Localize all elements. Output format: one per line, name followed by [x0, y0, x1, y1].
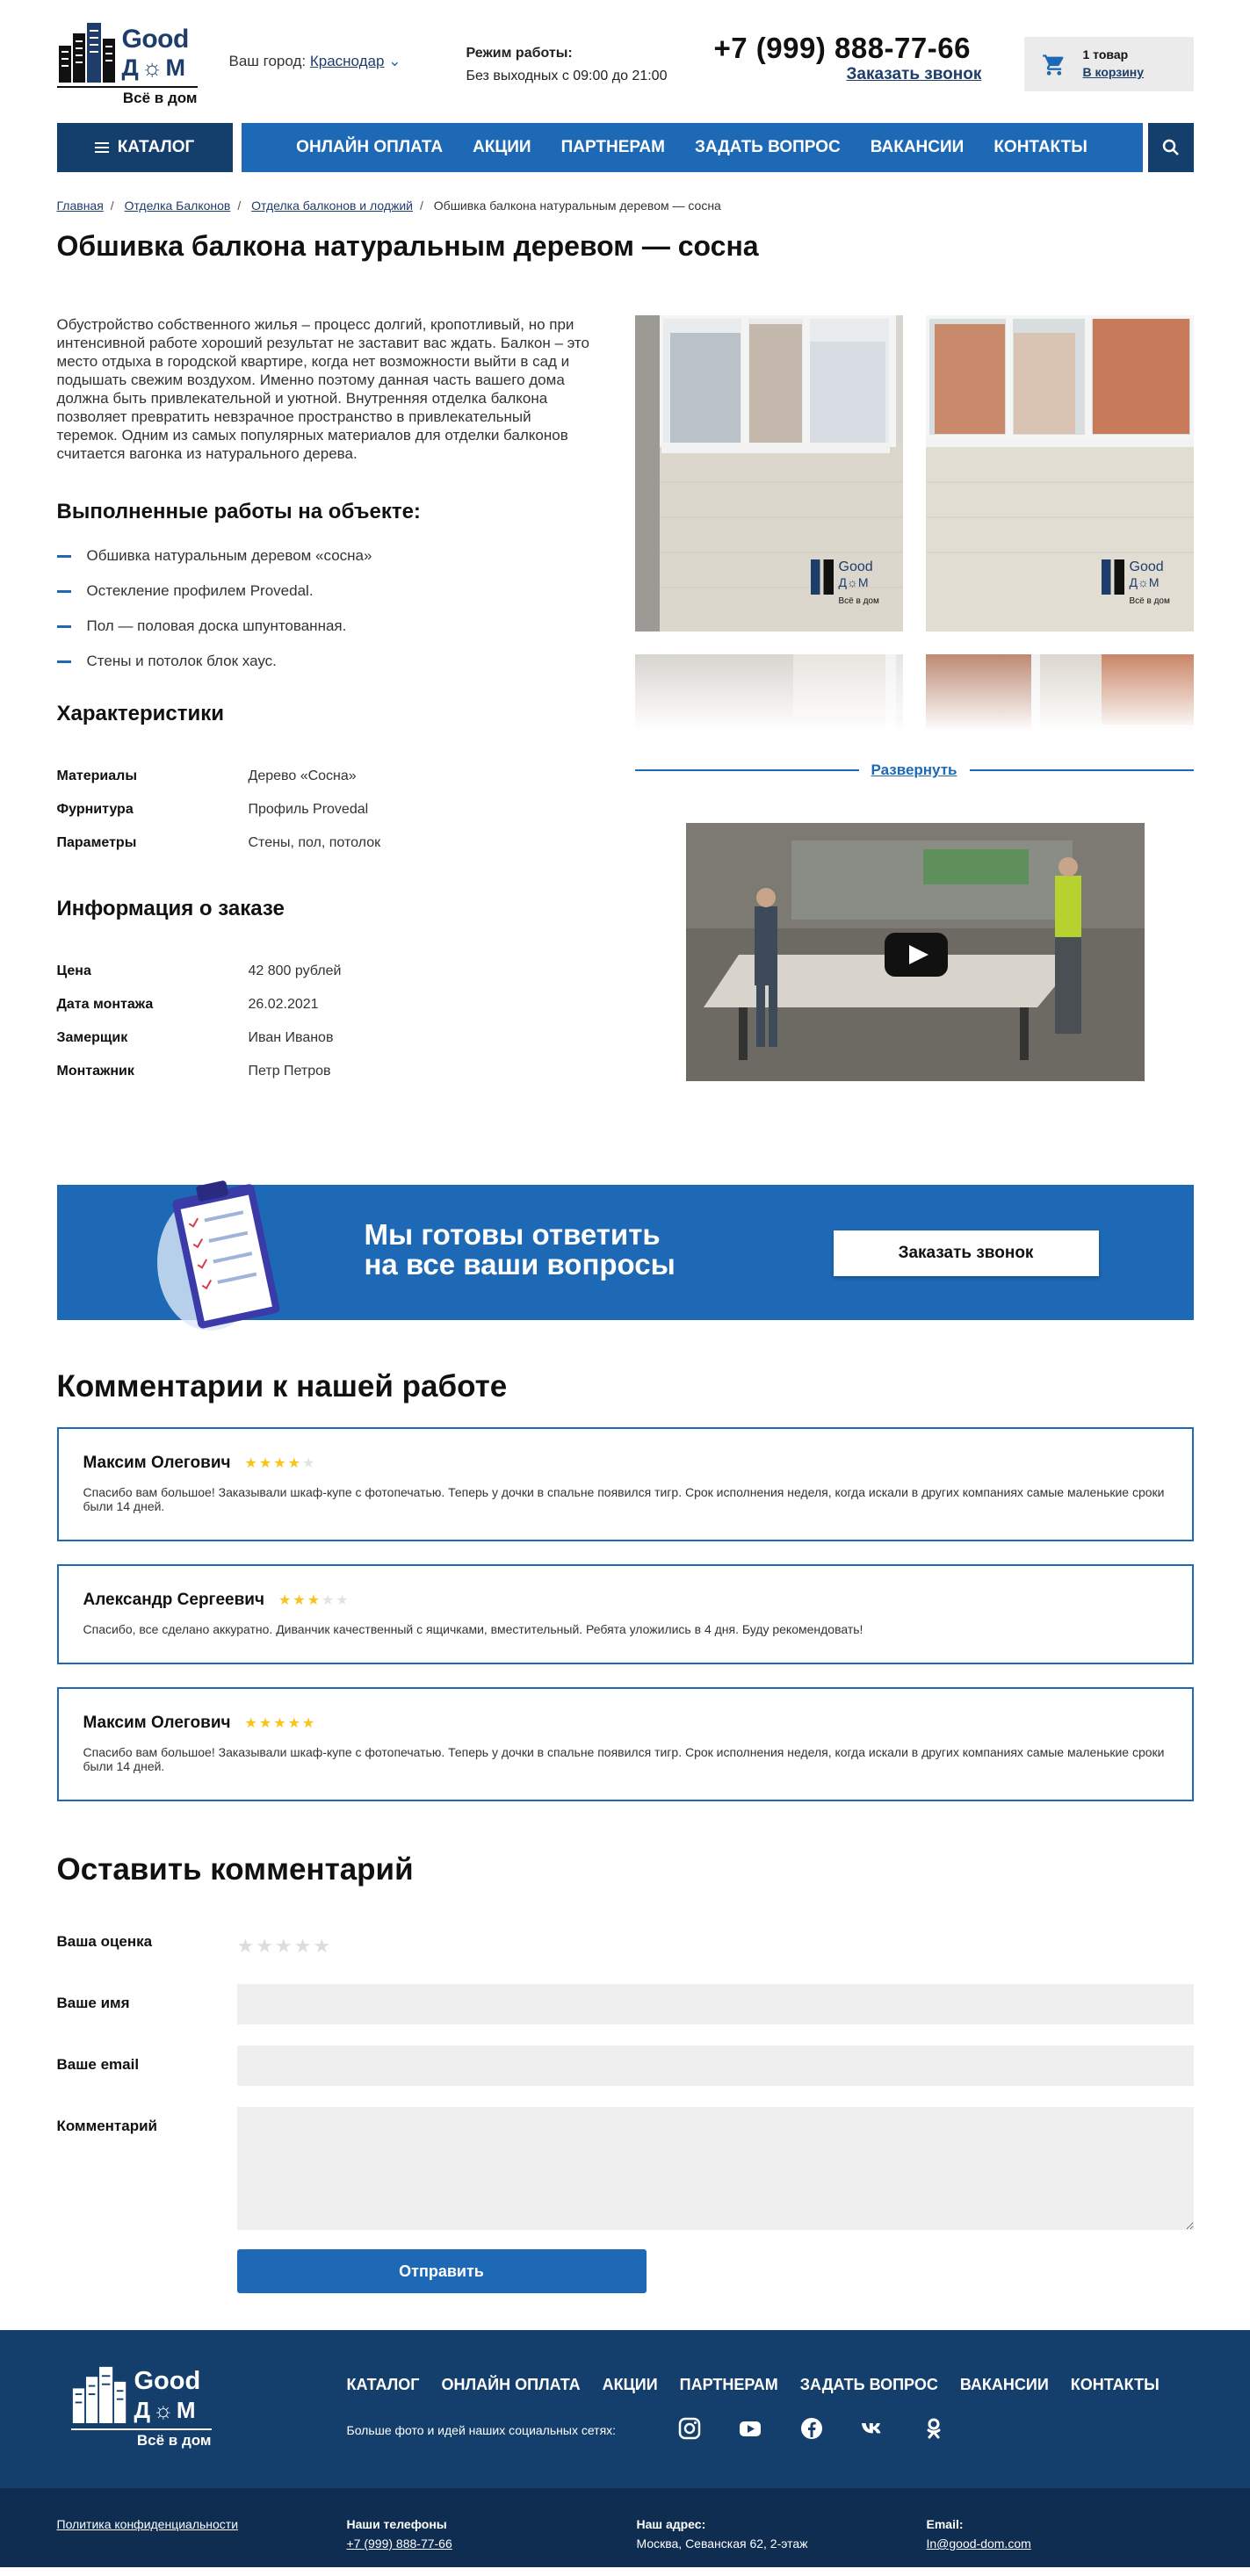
cart-icon [1042, 53, 1066, 77]
star-icon: ★ [258, 1716, 274, 1731]
banner-heading [365, 1220, 676, 1280]
breadcrumb: Главная / Отделка Балконов / Отделка балконов и лоджий / Обшивка балкона натуральным деревом — сосна [56, 198, 721, 213]
email-link[interactable]: In@good-dom.com [926, 2536, 1031, 2551]
order-info-section [57, 897, 593, 1088]
footer-nav-promotions[interactable]: АКЦИИ [602, 2376, 658, 2393]
name-label: Ваше имя [56, 1995, 130, 2011]
name-row [57, 1984, 1194, 2024]
works-item: Пол — половая доска шпунтованная. [57, 617, 593, 653]
watermark-tagline: Всё в дом [1129, 596, 1170, 606]
row-key: Монтажник [56, 1064, 134, 1079]
works-item: Остекление профилем Provedal. [57, 582, 593, 617]
callback-link[interactable]: Заказать звонок [846, 65, 982, 83]
star-icon[interactable]: ★ [313, 1935, 333, 1957]
table-row [57, 793, 381, 826]
email-field[interactable] [237, 2046, 1194, 2086]
table-row [57, 760, 381, 793]
buildings-icon [57, 21, 119, 83]
search-icon [1162, 139, 1180, 156]
working-hours [466, 42, 668, 88]
comment-card [57, 1427, 1194, 1541]
video-player[interactable] [686, 823, 1145, 1081]
city-link[interactable]: Краснодар [309, 53, 385, 69]
table-row [57, 988, 342, 1021]
breadcrumb-balcony-finishing[interactable]: Отделка Балконов [124, 198, 231, 213]
characteristics-section [57, 702, 593, 860]
nav-item-ask-question[interactable]: ЗАДАТЬ ВОПРОС [694, 138, 841, 156]
star-icon: ★ [322, 1593, 336, 1608]
comments-section [57, 1369, 1194, 1801]
order-info-title: Информация о заказе [56, 897, 285, 920]
chevron-down-icon: ⌄ [388, 53, 401, 69]
star-icon: ★ [336, 1593, 350, 1608]
footer-nav-contacts[interactable]: КОНТАКТЫ [1070, 2376, 1160, 2393]
banner-line-2: на все ваши вопросы [364, 1248, 676, 1281]
nav-item-promotions[interactable]: АКЦИИ [473, 138, 531, 156]
order-info-table [57, 955, 342, 1088]
watermark-dom: Д☼М [838, 575, 869, 589]
callback-banner [57, 1185, 1194, 1320]
star-icon[interactable]: ★ [293, 1935, 314, 1957]
header-phone[interactable]: +7 (999) 888-77-66 [713, 32, 971, 64]
cart-widget[interactable] [1024, 37, 1194, 91]
rating-label: Ваша оценка [56, 1933, 153, 1950]
main-navigation [57, 123, 1194, 172]
logo-good: Good [121, 25, 189, 54]
comment-text: Спасибо, все сделано аккуратно. Диванчик качественный с ящичками, вместительный. Ребята уложились в 4 дня. Буду рекомендовать! [83, 1622, 863, 1636]
row-key: Дата монтажа [56, 997, 154, 1012]
page-title: Обшивка балкона натуральным деревом — сосна [56, 230, 759, 262]
footer-nav-catalog[interactable]: КАТАЛОГ [346, 2376, 420, 2393]
social-text: Больше фото и идей наших социальных сетях: [346, 2423, 617, 2437]
breadcrumb-current: Обшивка балкона натуральным деревом — сосна [433, 198, 721, 213]
star-icon: ★ [244, 1456, 259, 1471]
comment-form [57, 1852, 1194, 2293]
row-key: Материалы [56, 768, 137, 783]
phones-title: Наши телефоны [346, 2517, 447, 2531]
characteristics-table [57, 760, 381, 860]
table-row [57, 1055, 342, 1088]
star-icon: ★ [278, 1593, 293, 1608]
footer-phones [347, 2515, 452, 2553]
comment-card [57, 1687, 1194, 1801]
star-icon: ★ [287, 1456, 302, 1471]
site-header [57, 0, 1194, 123]
comment-author: Александр Сергеевич [83, 1591, 264, 1609]
city-label: Ваш город: [228, 53, 307, 69]
menu-icon [95, 142, 109, 153]
row-key: Фурнитура [56, 802, 134, 817]
comment-text: Спасибо вам большое! Заказывали шкаф-купе с фотопечатью. Теперь у дочки в спальне появился тигр. Срок исполнения неделя, когда искали в других компаниях самые маленькие сроки были 14 дней. [83, 1485, 1165, 1513]
buildings-icon [71, 2365, 129, 2423]
star-icon: ★ [273, 1716, 288, 1731]
star-icon[interactable]: ★ [236, 1935, 257, 1957]
row-value: 42 800 рублей [248, 963, 342, 978]
star-icon: ★ [258, 1456, 274, 1471]
site-footer [0, 2330, 1250, 2488]
watermark [811, 559, 895, 612]
facebook-icon[interactable] [799, 2416, 824, 2441]
footer-email [927, 2515, 1031, 2553]
star-icon: ★ [287, 1716, 302, 1731]
works-section [57, 500, 593, 688]
email-label: Ваше email [56, 2056, 140, 2073]
watermark [1102, 559, 1186, 612]
table-row [57, 1021, 342, 1055]
rating-stars [245, 1454, 317, 1472]
star-icon[interactable]: ★ [256, 1935, 275, 1957]
name-field[interactable] [237, 1984, 1194, 2024]
comment-row [57, 2107, 1194, 2230]
city-selector[interactable] [229, 53, 401, 70]
watermark-good: Good [1129, 559, 1164, 574]
row-value: Дерево «Сосна» [248, 768, 357, 783]
rating-row [57, 1923, 1194, 1963]
breadcrumb-home[interactable]: Главная [56, 198, 104, 213]
logo-tagline: Всё в дом [57, 86, 198, 107]
star-icon: ★ [301, 1716, 317, 1731]
clipboard-icon [148, 1174, 289, 1332]
row-key: Замерщик [56, 1030, 128, 1045]
submit-button[interactable]: Отправить [237, 2249, 647, 2293]
vk-icon[interactable] [860, 2416, 885, 2441]
comment-label: Комментарий [56, 2118, 157, 2134]
footer-phone-link[interactable]: +7 (999) 888-77-66 [346, 2536, 452, 2551]
comment-card [57, 1564, 1194, 1664]
works-title: Выполненные работы на объекте: [56, 500, 421, 523]
nav-item-vacancies[interactable]: ВАКАНСИИ [870, 138, 965, 156]
footer-logo[interactable] [71, 2365, 220, 2453]
intro-text: Обустройство собственного жилья – процесс долгий, кропотливый, но при интенсивной работе хороший результат не заставит вас ждать. Балкон – это место отдыха в городской квартире, когда нет возможности выйти в сад и подышать свежим воздухом. Именно поэтому данная часть вашего дома должна быть привлекательной и уютной. Внутренняя отделка балкона позволяет превратить невзрачное пространство в привлекательный теремок. Одним из самых популярных материалов для отделки балконов считается вагонка из натурального дерева. [56, 316, 589, 462]
site-logo[interactable] [57, 19, 198, 107]
footer-logo-good: Good [134, 2367, 201, 2395]
comment-text: Спасибо вам большое! Заказывали шкаф-купе с фотопечатью. Теперь у дочки в спальне появился тигр. Срок исполнения неделя, когда искали в других компаниях самые маленькие сроки были 14 дней. [83, 1745, 1165, 1773]
play-icon[interactable] [885, 933, 948, 977]
banner-callback-button[interactable]: Заказать звонок [834, 1230, 1099, 1276]
footer-nav [347, 2376, 1160, 2394]
characteristics-title: Характеристики [56, 702, 225, 725]
nav-item-contacts[interactable]: КОНТАКТЫ [993, 138, 1087, 156]
comment-field[interactable] [237, 2107, 1194, 2230]
email-row [57, 2046, 1194, 2086]
footer-logo-tagline: Всё в дом [71, 2428, 212, 2450]
photo-gallery [635, 315, 1194, 746]
footer-nav-online-payment[interactable]: ОНЛАЙН ОПЛАТА [441, 2376, 581, 2393]
footer-nav-vacancies[interactable]: ВАКАНСИИ [959, 2376, 1049, 2393]
catalog-button[interactable] [57, 123, 233, 172]
hours-text: Без выходных с 09:00 до 21:00 [466, 69, 668, 83]
comments-title: Комментарии к нашей работе [56, 1369, 508, 1403]
row-key: Параметры [56, 835, 137, 850]
nav-links [242, 123, 1143, 172]
nav-item-partners[interactable]: ПАРТНЕРАМ [560, 138, 665, 156]
hours-title: Режим работы: [466, 46, 573, 61]
privacy-link[interactable]: Политика конфиденциальности [56, 2517, 239, 2531]
email-title: Email: [926, 2517, 964, 2531]
table-row [57, 826, 381, 860]
breadcrumb-balconies-loggias[interactable]: Отделка балконов и лоджий [251, 198, 413, 213]
star-icon: ★ [307, 1593, 322, 1608]
row-value: Иван Иванов [248, 1030, 334, 1045]
footer-nav-partners[interactable]: ПАРТНЕРАМ [679, 2376, 778, 2393]
cart-count: 1 товар [1082, 47, 1129, 61]
star-icon: ★ [293, 1593, 307, 1608]
comment-author: Максим Олегович [83, 1714, 231, 1732]
watermark-good: Good [838, 559, 873, 574]
address-text: Москва, Севанская 62, 2-этаж [636, 2536, 808, 2551]
gallery-expand [635, 761, 1194, 779]
logo-dom: Д☼М [121, 54, 188, 81]
watermark-dom: Д☼М [1129, 575, 1160, 589]
catalog-label: КАТАЛОГ [117, 138, 195, 156]
search-button[interactable] [1148, 123, 1194, 172]
gallery-fade [635, 649, 1194, 746]
footer-logo-dom: Д☼М [134, 2397, 199, 2423]
odnoklassniki-icon[interactable] [921, 2416, 946, 2441]
works-item: Обшивка натуральным деревом «сосна» [57, 547, 593, 582]
footer-privacy [57, 2515, 239, 2534]
rating-input[interactable] [237, 1923, 1194, 1963]
works-item: Стены и потолок блок хаус. [57, 653, 593, 688]
rating-stars [245, 1714, 317, 1732]
instagram-icon[interactable] [677, 2416, 702, 2441]
project-content [57, 263, 1194, 1185]
star-icon: ★ [273, 1456, 288, 1471]
row-value: Петр Петров [248, 1064, 331, 1079]
footer-nav-ask-question[interactable]: ЗАДАТЬ ВОПРОС [799, 2376, 938, 2393]
banner-line-1: Мы готовы ответить [364, 1218, 661, 1251]
address-title: Наш адрес: [636, 2517, 706, 2531]
row-value: Профиль Provedal [248, 802, 369, 817]
form-title: Оставить комментарий [56, 1852, 414, 1887]
rating-stars [278, 1591, 350, 1609]
cart-link[interactable]: В корзину [1082, 65, 1145, 79]
comment-author: Максим Олегович [83, 1454, 231, 1472]
footer-address [637, 2515, 808, 2553]
row-value: Стены, пол, потолок [248, 835, 381, 850]
star-icon: ★ [301, 1456, 317, 1471]
youtube-icon[interactable] [738, 2416, 762, 2441]
expand-gallery-link[interactable]: Развернуть [859, 761, 970, 779]
nav-item-online-payment[interactable]: ОНЛАЙН ОПЛАТА [296, 138, 444, 156]
table-row [57, 955, 342, 988]
star-icon[interactable]: ★ [274, 1935, 294, 1957]
star-icon: ★ [244, 1716, 259, 1731]
watermark-tagline: Всё в дом [838, 596, 879, 606]
row-key: Цена [56, 963, 91, 978]
footer-bottom [0, 2488, 1250, 2567]
row-value: 26.02.2021 [248, 997, 319, 1012]
